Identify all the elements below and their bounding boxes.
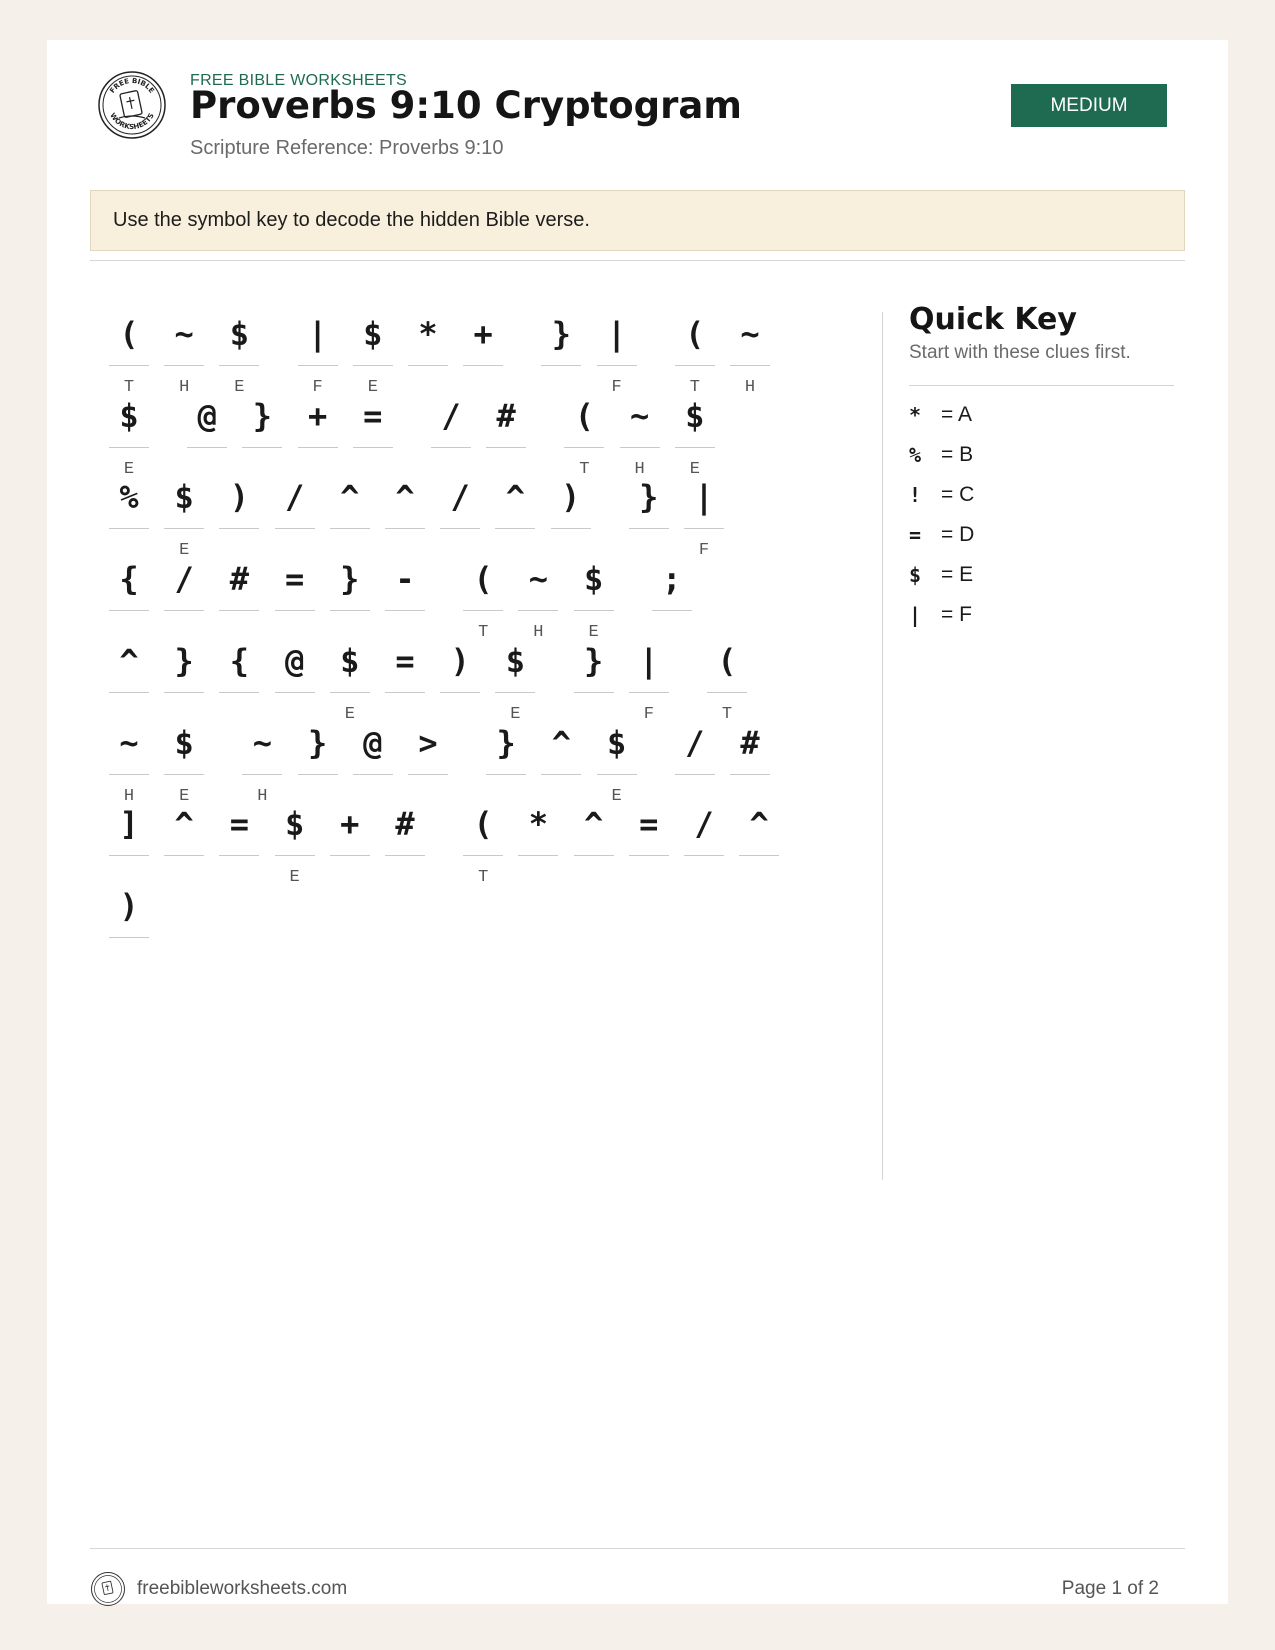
answer-line[interactable] bbox=[463, 855, 503, 856]
cipher-symbol: } bbox=[252, 396, 273, 435]
quick-key-item bbox=[909, 555, 1169, 595]
cipher-symbol: / bbox=[174, 560, 194, 599]
cipher-cell[interactable] bbox=[629, 471, 669, 561]
letter-hint: E bbox=[123, 459, 135, 479]
answer-line[interactable] bbox=[574, 855, 614, 856]
cipher-cell[interactable] bbox=[629, 798, 669, 888]
cipher-symbol: ) bbox=[560, 478, 581, 517]
answer-line[interactable] bbox=[730, 365, 770, 366]
cipher-symbol: # bbox=[496, 396, 516, 435]
cipher-cell[interactable] bbox=[675, 390, 715, 480]
answer-line[interactable] bbox=[684, 528, 724, 529]
letter-hint: E bbox=[367, 378, 378, 397]
cipher-symbol: / bbox=[694, 805, 714, 844]
answer-line[interactable] bbox=[298, 447, 338, 448]
answer-line[interactable] bbox=[408, 774, 448, 775]
cipher-symbol: | bbox=[639, 641, 659, 680]
answer-line[interactable] bbox=[109, 447, 149, 448]
answer-line[interactable] bbox=[353, 774, 393, 775]
cipher-symbol: } bbox=[496, 723, 516, 762]
cipher-symbol: = bbox=[229, 805, 250, 844]
key-symbol: = bbox=[909, 523, 922, 547]
scripture-reference: Scripture Reference: Proverbs 9:10 bbox=[190, 137, 504, 159]
letter-hint: E bbox=[179, 786, 190, 806]
answer-line[interactable] bbox=[629, 855, 669, 856]
cipher-cell[interactable] bbox=[109, 471, 149, 561]
letter-hint: E bbox=[344, 704, 355, 724]
cipher-cell[interactable] bbox=[495, 635, 535, 725]
answer-line[interactable] bbox=[275, 610, 315, 611]
cipher-cell[interactable] bbox=[298, 717, 338, 807]
letter-hint: H bbox=[179, 378, 190, 397]
answer-line[interactable] bbox=[330, 855, 370, 856]
answer-line[interactable] bbox=[463, 610, 503, 611]
bible-seal-icon bbox=[90, 1571, 126, 1607]
cipher-symbol: - bbox=[395, 560, 415, 599]
answer-line[interactable] bbox=[330, 528, 370, 529]
cipher-symbol: * bbox=[418, 315, 438, 353]
cipher-cell[interactable] bbox=[298, 390, 338, 480]
key-symbol: % bbox=[909, 443, 922, 467]
letter-hint: E bbox=[588, 623, 599, 643]
cipher-symbol: | bbox=[307, 315, 328, 353]
column-divider bbox=[882, 312, 883, 1180]
cipher-cell[interactable] bbox=[518, 553, 558, 643]
letter-hint: E bbox=[289, 868, 300, 888]
cipher-cell[interactable] bbox=[385, 553, 425, 643]
letter-hint: T bbox=[721, 704, 733, 724]
answer-line[interactable] bbox=[275, 528, 315, 529]
cipher-symbol: + bbox=[473, 315, 493, 353]
letter-hint: E bbox=[689, 459, 700, 479]
cipher-cell[interactable] bbox=[574, 635, 614, 725]
key-symbol: ! bbox=[909, 483, 922, 507]
cipher-cell[interactable] bbox=[597, 717, 637, 807]
cipher-symbol: $ bbox=[606, 723, 627, 762]
cipher-symbol: ) bbox=[229, 478, 250, 517]
quick-key-item bbox=[909, 515, 1169, 555]
answer-line[interactable] bbox=[109, 937, 149, 938]
answer-line[interactable] bbox=[597, 774, 637, 775]
answer-line[interactable] bbox=[675, 365, 715, 366]
cipher-symbol: + bbox=[307, 396, 328, 435]
cipher-symbol: } bbox=[307, 723, 328, 762]
letter-hint: T bbox=[689, 378, 700, 397]
quick-key-item bbox=[909, 435, 1169, 475]
cipher-symbol: = bbox=[363, 396, 383, 435]
cipher-symbol: ~ bbox=[528, 560, 549, 599]
cipher-cell[interactable] bbox=[463, 798, 503, 888]
cipher-cell[interactable] bbox=[486, 390, 526, 480]
key-letter: = E bbox=[941, 563, 974, 586]
answer-line[interactable] bbox=[219, 528, 259, 529]
quick-key-item bbox=[909, 595, 1169, 635]
cipher-cell[interactable] bbox=[440, 471, 480, 561]
cipher-symbol: { bbox=[119, 560, 139, 599]
letter-hint: E bbox=[611, 786, 622, 806]
cipher-cell[interactable] bbox=[629, 635, 669, 725]
cipher-symbol: ( bbox=[119, 315, 139, 353]
cipher-symbol: % bbox=[119, 478, 139, 517]
answer-line[interactable] bbox=[620, 447, 660, 448]
answer-line[interactable] bbox=[495, 528, 535, 529]
answer-line[interactable] bbox=[219, 610, 259, 611]
answer-line[interactable] bbox=[541, 365, 581, 366]
cipher-symbol: / bbox=[284, 478, 305, 517]
cipher-cell[interactable] bbox=[219, 635, 259, 725]
cipher-cell[interactable] bbox=[574, 553, 614, 643]
cipher-cell[interactable] bbox=[684, 471, 724, 561]
cipher-symbol: ) bbox=[450, 641, 470, 680]
answer-line[interactable] bbox=[675, 774, 715, 775]
cipher-symbol: ~ bbox=[119, 723, 139, 762]
instructions-text: Use the symbol key to decode the hidden Bible verse. bbox=[113, 209, 590, 231]
worksheet-page bbox=[47, 40, 1228, 1604]
letter-hint: T bbox=[478, 868, 489, 888]
cipher-cell[interactable] bbox=[684, 798, 724, 888]
cipher-symbol: / bbox=[685, 723, 705, 762]
cipher-symbol: ~ bbox=[740, 315, 760, 353]
cipher-symbol: ( bbox=[574, 396, 595, 435]
quick-key-subtitle: Start with these clues first. bbox=[909, 342, 1131, 363]
key-letter: = A bbox=[941, 403, 972, 426]
answer-line[interactable] bbox=[164, 855, 204, 856]
cipher-symbol: | bbox=[694, 478, 714, 517]
cipher-cell[interactable] bbox=[353, 308, 393, 398]
cipher-cell[interactable] bbox=[730, 717, 770, 807]
answer-line[interactable] bbox=[684, 855, 724, 856]
cipher-cell[interactable] bbox=[408, 717, 448, 807]
cipher-symbol: ^ bbox=[505, 478, 526, 517]
cipher-symbol: # bbox=[395, 805, 415, 844]
quick-key-title: Quick Key bbox=[909, 302, 1077, 337]
cipher-cell[interactable] bbox=[353, 717, 393, 807]
cipher-symbol: ( bbox=[685, 315, 705, 353]
answer-line[interactable] bbox=[486, 447, 526, 448]
letter-hint: H bbox=[533, 623, 544, 643]
cipher-symbol: / bbox=[450, 478, 470, 517]
cipher-symbol: ) bbox=[119, 886, 139, 925]
cipher-cell[interactable] bbox=[275, 553, 315, 643]
cipher-symbol: ^ bbox=[395, 478, 415, 517]
cipher-cell[interactable] bbox=[707, 635, 747, 725]
cipher-cell[interactable] bbox=[164, 553, 204, 643]
cipher-symbol: $ bbox=[119, 396, 139, 435]
cipher-cell[interactable] bbox=[219, 308, 259, 398]
cipher-cell[interactable] bbox=[330, 798, 370, 888]
cipher-symbol: $ bbox=[284, 805, 305, 844]
cipher-symbol: $ bbox=[340, 641, 360, 680]
cipher-symbol: } bbox=[551, 315, 572, 353]
answer-line[interactable] bbox=[739, 855, 779, 856]
letter-hint: E bbox=[510, 704, 521, 724]
answer-line[interactable] bbox=[298, 774, 338, 775]
cipher-symbol: = bbox=[284, 560, 305, 599]
cipher-cell[interactable] bbox=[187, 390, 227, 480]
answer-line[interactable] bbox=[219, 692, 259, 693]
cipher-cell[interactable] bbox=[385, 798, 425, 888]
cipher-cell[interactable] bbox=[486, 717, 526, 807]
answer-line[interactable] bbox=[574, 610, 614, 611]
cipher-cell[interactable] bbox=[385, 471, 425, 561]
cipher-cell[interactable] bbox=[330, 471, 370, 561]
difficulty-badge: MEDIUM bbox=[1011, 84, 1167, 127]
cipher-symbol: ~ bbox=[629, 396, 650, 435]
answer-line[interactable] bbox=[408, 365, 448, 366]
svg-text:WORKSHEETS: WORKSHEETS bbox=[108, 111, 156, 132]
cipher-symbol: ~ bbox=[174, 315, 194, 353]
letter-hint: H bbox=[634, 459, 645, 479]
answer-line[interactable] bbox=[541, 774, 581, 775]
answer-line[interactable] bbox=[675, 447, 715, 448]
cipher-cell[interactable] bbox=[440, 635, 480, 725]
letter-hint: E bbox=[234, 378, 245, 397]
answer-line[interactable] bbox=[431, 447, 471, 448]
cipher-cell[interactable] bbox=[109, 798, 149, 888]
quick-key-list bbox=[909, 395, 1169, 635]
cipher-symbol: $ bbox=[229, 315, 250, 353]
cipher-cell[interactable] bbox=[164, 308, 204, 398]
answer-line[interactable] bbox=[574, 692, 614, 693]
letter-hint: F bbox=[643, 704, 654, 724]
cipher-cell[interactable] bbox=[541, 717, 581, 807]
letter-hint: H bbox=[744, 378, 756, 397]
answer-line[interactable] bbox=[242, 447, 282, 448]
answer-line[interactable] bbox=[652, 610, 692, 611]
cipher-symbol: / bbox=[441, 396, 461, 435]
cipher-cell[interactable] bbox=[408, 308, 448, 398]
cipher-cell[interactable] bbox=[675, 308, 715, 398]
key-letter: = D bbox=[941, 523, 975, 546]
cipher-symbol: + bbox=[340, 805, 360, 844]
answer-line[interactable] bbox=[109, 528, 149, 529]
cipher-cell[interactable] bbox=[463, 308, 503, 398]
answer-line[interactable] bbox=[495, 692, 535, 693]
answer-line[interactable] bbox=[164, 365, 204, 366]
cipher-symbol: @ bbox=[284, 641, 305, 680]
cipher-cell[interactable] bbox=[109, 553, 149, 643]
cipher-cell[interactable] bbox=[330, 553, 370, 643]
answer-line[interactable] bbox=[109, 855, 149, 856]
answer-line[interactable] bbox=[564, 447, 604, 448]
answer-line[interactable] bbox=[440, 692, 480, 693]
cipher-symbol: $ bbox=[685, 396, 705, 435]
answer-line[interactable] bbox=[242, 774, 282, 775]
cipher-symbol: @ bbox=[363, 723, 383, 762]
key-symbol: $ bbox=[909, 563, 922, 587]
answer-line[interactable] bbox=[219, 365, 259, 366]
cipher-symbol: # bbox=[229, 560, 250, 599]
cipher-cell[interactable] bbox=[620, 390, 660, 480]
answer-line[interactable] bbox=[275, 692, 315, 693]
cipher-symbol: ( bbox=[473, 805, 493, 844]
answer-line[interactable] bbox=[385, 528, 425, 529]
answer-line[interactable] bbox=[730, 774, 770, 775]
letter-hint: F bbox=[611, 378, 622, 397]
instructions-banner bbox=[90, 190, 1185, 251]
letter-hint: E bbox=[179, 541, 190, 561]
cipher-cell[interactable] bbox=[164, 798, 204, 888]
key-symbol: * bbox=[909, 403, 922, 427]
answer-line[interactable] bbox=[330, 692, 370, 693]
answer-line[interactable] bbox=[219, 855, 259, 856]
answer-line[interactable] bbox=[109, 774, 149, 775]
cipher-cell[interactable] bbox=[385, 635, 425, 725]
answer-line[interactable] bbox=[385, 610, 425, 611]
cipher-symbol: } bbox=[639, 478, 659, 517]
cipher-cell[interactable] bbox=[275, 635, 315, 725]
quick-key-item bbox=[909, 395, 1169, 435]
answer-line[interactable] bbox=[707, 692, 747, 693]
cipher-cell[interactable] bbox=[275, 471, 315, 561]
cipher-cell[interactable] bbox=[463, 553, 503, 643]
answer-line[interactable] bbox=[109, 610, 149, 611]
cipher-cell[interactable] bbox=[242, 717, 282, 807]
cipher-cell[interactable] bbox=[730, 308, 770, 398]
answer-line[interactable] bbox=[597, 365, 637, 366]
answer-line[interactable] bbox=[353, 365, 393, 366]
cipher-symbol: $ bbox=[505, 641, 526, 680]
cipher-symbol: ^ bbox=[174, 805, 194, 844]
page-number: Page 1 of 2 bbox=[1061, 1578, 1159, 1599]
cryptogram-grid bbox=[47, 40, 1228, 1604]
letter-hint: T bbox=[123, 378, 135, 397]
cipher-cell[interactable] bbox=[495, 471, 535, 561]
cipher-cell[interactable] bbox=[541, 308, 581, 398]
key-symbol: | bbox=[909, 603, 922, 627]
answer-line[interactable] bbox=[187, 447, 227, 448]
answer-line[interactable] bbox=[518, 855, 558, 856]
cipher-symbol: ] bbox=[119, 805, 139, 844]
cipher-symbol: @ bbox=[197, 396, 217, 435]
cipher-symbol: } bbox=[583, 641, 604, 680]
cipher-symbol: } bbox=[340, 560, 360, 599]
answer-line[interactable] bbox=[164, 528, 204, 529]
svg-text:FREE BIBLE: FREE BIBLE bbox=[108, 76, 156, 95]
cipher-cell[interactable] bbox=[164, 717, 204, 807]
answer-line[interactable] bbox=[353, 447, 393, 448]
cipher-cell[interactable] bbox=[164, 471, 204, 561]
cipher-cell[interactable] bbox=[109, 390, 149, 480]
answer-line[interactable] bbox=[164, 774, 204, 775]
cipher-symbol: $ bbox=[174, 478, 194, 517]
answer-line[interactable] bbox=[463, 365, 503, 366]
cipher-cell[interactable] bbox=[551, 471, 591, 561]
answer-line[interactable] bbox=[298, 365, 338, 366]
cipher-symbol: # bbox=[740, 723, 760, 762]
cipher-cell[interactable] bbox=[597, 308, 637, 398]
key-letter: = C bbox=[941, 483, 975, 506]
cipher-symbol: ^ bbox=[551, 723, 572, 762]
answer-line[interactable] bbox=[629, 692, 669, 693]
cipher-cell[interactable] bbox=[164, 635, 204, 725]
cipher-cell[interactable] bbox=[219, 553, 259, 643]
cipher-cell[interactable] bbox=[330, 635, 370, 725]
cipher-symbol: $ bbox=[583, 560, 604, 599]
cipher-symbol: ~ bbox=[252, 723, 273, 762]
cipher-symbol: = bbox=[395, 641, 415, 680]
cipher-symbol: | bbox=[606, 315, 627, 353]
answer-line[interactable] bbox=[486, 774, 526, 775]
cipher-symbol: { bbox=[229, 641, 250, 680]
cipher-symbol: $ bbox=[174, 723, 194, 762]
answer-line[interactable] bbox=[164, 610, 204, 611]
letter-hint: H bbox=[257, 786, 268, 806]
cipher-cell[interactable] bbox=[109, 880, 149, 970]
answer-line[interactable] bbox=[385, 692, 425, 693]
cipher-cell[interactable] bbox=[219, 471, 259, 561]
cipher-cell[interactable] bbox=[275, 798, 315, 888]
cipher-cell[interactable] bbox=[652, 553, 692, 643]
letter-hint: F bbox=[312, 378, 323, 397]
bible-seal-icon bbox=[97, 70, 167, 140]
answer-line[interactable] bbox=[629, 528, 669, 529]
footer-website: freebibleworksheets.com bbox=[137, 1578, 348, 1599]
key-letter: = F bbox=[941, 603, 972, 626]
cipher-symbol: = bbox=[639, 805, 659, 844]
cipher-symbol: > bbox=[418, 723, 438, 762]
cipher-symbol: ^ bbox=[119, 641, 139, 680]
answer-line[interactable] bbox=[385, 855, 425, 856]
cipher-cell[interactable] bbox=[574, 798, 614, 888]
letter-hint: T bbox=[579, 459, 590, 479]
cipher-cell[interactable] bbox=[298, 308, 338, 398]
cipher-cell[interactable] bbox=[353, 390, 393, 480]
key-letter: = B bbox=[941, 443, 974, 466]
cipher-cell[interactable] bbox=[431, 390, 471, 480]
cipher-symbol: ( bbox=[473, 560, 493, 599]
answer-line[interactable] bbox=[109, 692, 149, 693]
cipher-symbol: ^ bbox=[340, 478, 360, 517]
page-title: Proverbs 9:10 Cryptogram bbox=[190, 84, 742, 127]
answer-line[interactable] bbox=[518, 610, 558, 611]
letter-hint: T bbox=[478, 623, 489, 643]
cipher-cell[interactable] bbox=[518, 798, 558, 888]
quick-key-item bbox=[909, 475, 1169, 515]
cipher-cell[interactable] bbox=[564, 390, 604, 480]
letter-hint: H bbox=[123, 786, 135, 806]
cipher-symbol: ; bbox=[662, 560, 682, 599]
answer-line[interactable] bbox=[330, 610, 370, 611]
cipher-cell[interactable] bbox=[109, 308, 149, 398]
answer-line[interactable] bbox=[551, 528, 591, 529]
cipher-symbol: ( bbox=[717, 641, 737, 680]
brand-name: FREE BIBLE WORKSHEETS bbox=[190, 72, 408, 89]
quick-key-divider bbox=[909, 385, 1174, 386]
cipher-cell[interactable] bbox=[739, 798, 779, 888]
cipher-symbol: ^ bbox=[749, 805, 769, 844]
letter-hint: F bbox=[698, 541, 710, 561]
answer-line[interactable] bbox=[109, 365, 149, 366]
cipher-cell[interactable] bbox=[219, 798, 259, 888]
footer-divider bbox=[90, 1548, 1185, 1549]
cipher-cell[interactable] bbox=[242, 390, 282, 480]
cipher-symbol: ^ bbox=[583, 805, 604, 844]
cipher-symbol: * bbox=[528, 805, 549, 844]
cipher-cell[interactable] bbox=[109, 717, 149, 807]
answer-line[interactable] bbox=[275, 855, 315, 856]
cipher-symbol: } bbox=[174, 641, 194, 680]
header-divider bbox=[90, 260, 1185, 261]
cipher-symbol: $ bbox=[363, 315, 383, 353]
cipher-cell[interactable] bbox=[675, 717, 715, 807]
answer-line[interactable] bbox=[164, 692, 204, 693]
answer-line[interactable] bbox=[440, 528, 480, 529]
cipher-cell[interactable] bbox=[109, 635, 149, 725]
